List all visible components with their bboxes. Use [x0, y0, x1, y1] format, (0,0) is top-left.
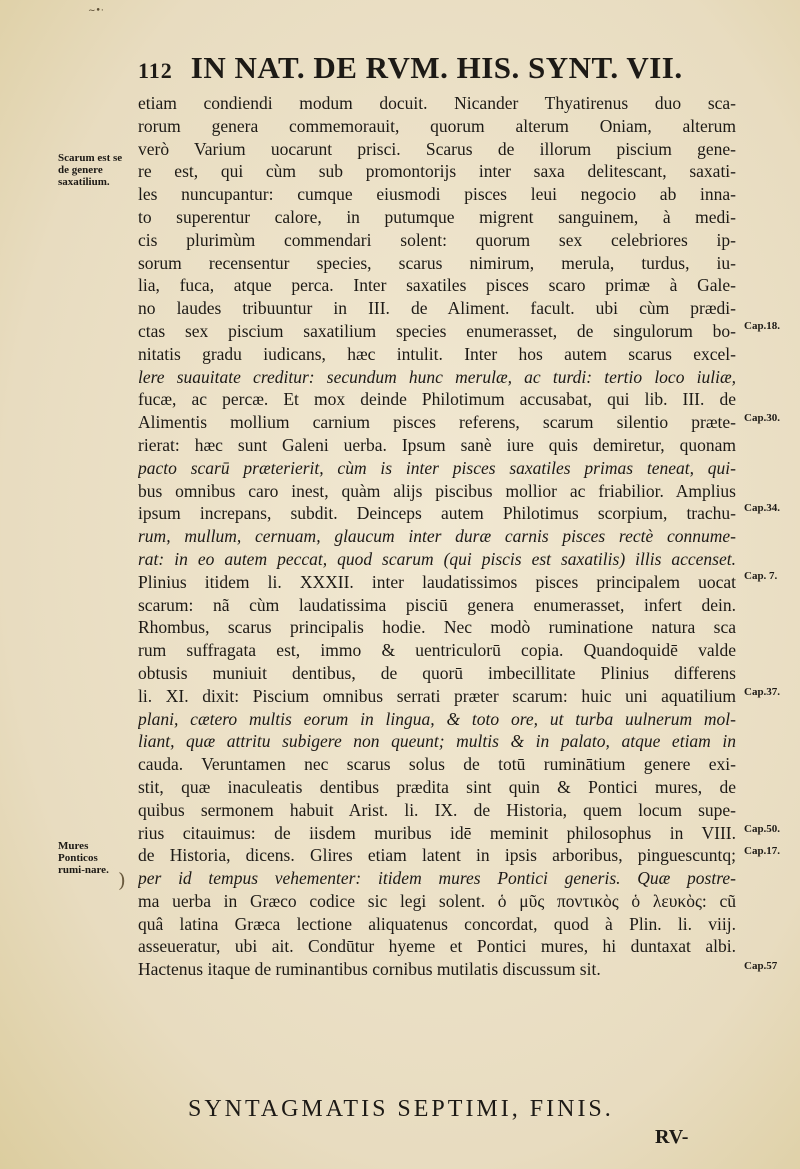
- text-line: scarum: nã cùm laudatissima pisciū genera enumerasset, infert dein.: [138, 594, 736, 615]
- text-line: rorum genera commemorauit, quorum alterum Oniam, alterum: [138, 115, 736, 136]
- text-line: plani, cætero multis eorum in lingua, & toto ore, ut turba uulnerum mol-: [138, 708, 736, 729]
- margin-ref-cap17: Cap.17.: [744, 845, 781, 857]
- text-line: Rhombus, scarus principalis hodie. Nec modò ruminatione natura sca: [138, 617, 736, 638]
- margin-note-mures: Mures Ponticos rumi-nare.: [58, 840, 109, 876]
- margin-ref-cap50: Cap.50.: [744, 823, 781, 835]
- section-end-title: SYNTAGMATIS SEPTIMI, FINIS.: [188, 1096, 614, 1122]
- text-line: quâ latina Græca lectione aliquatenus concordat, quod à Plin. li. viij.: [138, 913, 736, 934]
- page-number: 112: [138, 58, 173, 83]
- text-line: to superentur calore, in putumque migrent sanguinem, à medi-: [138, 206, 736, 227]
- margin-note-scarus: Scarum est se de genere saxatilium.: [58, 152, 123, 188]
- text-line: de Historia, dicens. Glires etiam latent in ipsis arboribus, pinguescuntq;: [138, 845, 736, 866]
- text-line: pacto scarū præterierit, cùm is inter pisces saxatiles primas teneat, qui-: [138, 457, 736, 478]
- text-line: Alimentis mollium carnium pisces referens, scarum silentio præte-: [138, 412, 736, 433]
- margin-ref-cap7: Cap. 7.: [744, 570, 778, 582]
- text-line: les nuncupantur: cumque eiusmodi pisces leui negocio ab inna-: [138, 184, 736, 205]
- text-line: verò Varium uocarunt prisci. Scarus de illorum piscium gene-: [138, 138, 736, 159]
- text-line: per id tempus vehementer: itidem mures Pontici generis. Quæ postre-: [138, 868, 736, 889]
- text-line: re est, qui cùm sub promontorijs inter saxa delitescant, saxati-: [138, 161, 736, 182]
- text-line: rum suffragata est, immo & uentriculorū copia. Quandoquidē valde: [138, 640, 736, 661]
- text-line: ctas sex piscium saxatilium species enumerasset, de singulorum bo-: [138, 320, 736, 341]
- text-line: asseueratur, ubi ait. Condūtur hyeme et Pontici mures, hi duntaxat albi.: [138, 936, 736, 957]
- text-line: liant, quæ attritu subigere non queunt; multis & in palato, atque etiam in: [138, 731, 736, 752]
- margin-ref-cap34: Cap.34.: [744, 502, 781, 514]
- text-line: cis plurimùm commendari solent: quorum sex celebriores ip-: [138, 229, 736, 250]
- text-line: no laudes tribuuntur in III. de Aliment. facult. ubi cùm prædi-: [138, 298, 736, 319]
- text-line: cauda. Veruntamen nec scarus solus de totū ruminātium genere exi-: [138, 754, 736, 775]
- text-line: Hactenus itaque de ruminantibus cornibus mutilatis discussum sit.: [138, 959, 601, 980]
- text-line: nitatis gradu iudicans, hæc intulit. Inter hos autem scarus excel-: [138, 343, 736, 364]
- text-line: stit, quæ inaculeatis dentibus prædita sint quin & Pontici mures, de: [138, 776, 736, 797]
- text-line: rat: in eo autem peccat, quod scarum (qui piscis est saxatilis) illis accenset.: [138, 548, 736, 569]
- page-header: [138, 50, 698, 86]
- margin-ref-cap30: Cap.30.: [744, 412, 781, 424]
- margin-ref-cap57: Cap.57: [744, 960, 778, 972]
- text-line: ipsum increpans, subdit. Deinceps autem Philotimus scorpium, trachu-: [138, 503, 736, 524]
- text-line: quibus sermonem habuit Arist. li. IX. de Historia, quem locum supe-: [138, 799, 736, 820]
- text-line: rierat: hæc sunt Galeni uerba. Ipsum sanè iure quis demiretur, quonam: [138, 434, 736, 455]
- text-line: li. XI. dixit: Piscium omnibus serrati præter scarum: huic uni aquatilium: [138, 685, 736, 706]
- text-line: lere suauitate creditur: secundum hunc merulæ, ac turdi: tertio loco iuliæ,: [138, 366, 736, 387]
- text-line: rius citauimus: de iisdem muribus idē meminit philosophus in VIII.: [138, 822, 736, 843]
- stray-mark: ~•·: [88, 6, 104, 16]
- text-line: fucæ, ac percæ. Et mox deinde Philotimum accusabat, qui lib. III. de: [138, 389, 736, 410]
- running-title: IN NAT. DE RVM. HIS. SYNT. VII.: [190, 50, 683, 85]
- text-line: ma uerba in Græco codice sic legi solent. ὁ μῦς ποντικὸς ὁ λευκὸς: cũ: [138, 890, 736, 911]
- catchword: RV-: [655, 1126, 689, 1148]
- text-line: obtusis muniuit dentibus, de quorū imbecillitate Plinius differens: [138, 662, 736, 683]
- margin-brace-mark: ): [118, 868, 126, 892]
- text-line: etiam condiendi modum docuit. Nicander Thyatirenus duo sca-: [138, 93, 736, 113]
- text-line: lia, fuca, atque perca. Inter saxatiles pisces scaro primæ à Gale-: [138, 275, 736, 296]
- text-line: bus omnibus caro inest, quàm alijs piscibus mollior ac friabilior. Amplius: [138, 480, 736, 501]
- body-text: [138, 92, 736, 981]
- margin-ref-cap37: Cap.37.: [744, 686, 781, 698]
- text-line: rum, mullum, cernuam, glaucum inter duræ carnis pisces rectè connume-: [138, 526, 736, 547]
- text-line: Plinius itidem li. XXXII. inter laudatissimos pisces principalem uocat: [138, 571, 736, 592]
- margin-ref-cap18: Cap.18.: [744, 320, 781, 332]
- text-line: sorum recensentur species, scarus nimirum, merula, turdus, iu-: [138, 252, 736, 273]
